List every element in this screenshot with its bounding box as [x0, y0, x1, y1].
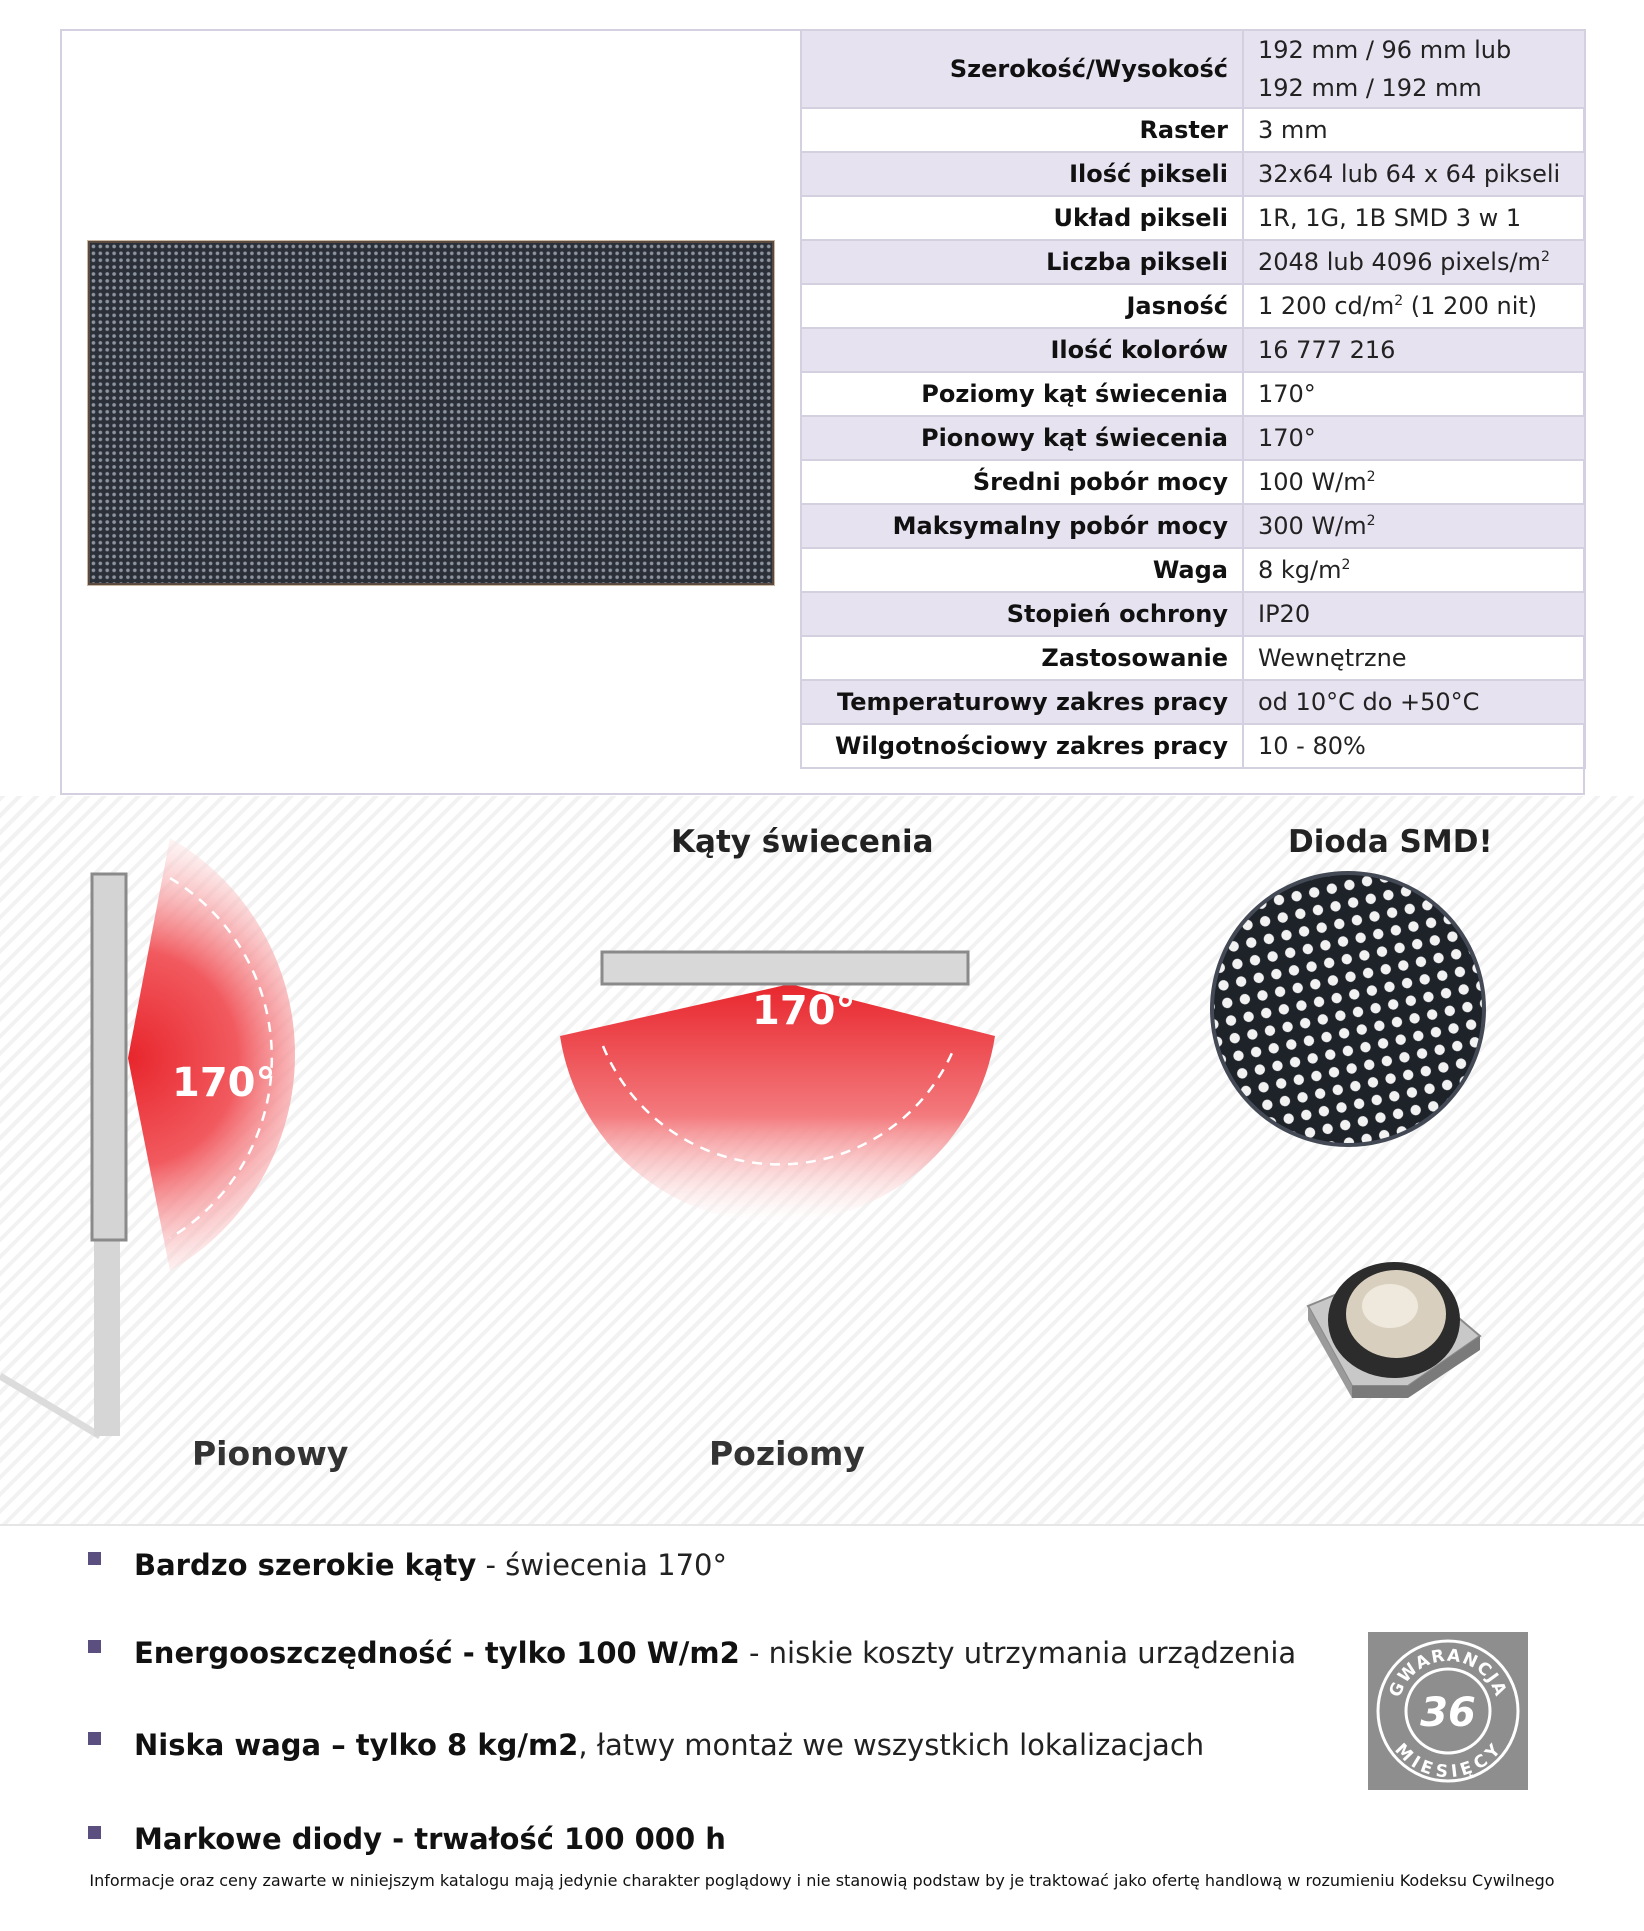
spec-value-sup: 2 — [1394, 293, 1404, 309]
spec-row — [801, 592, 1585, 636]
screen-top-view — [602, 952, 968, 984]
spec-row — [801, 30, 1585, 108]
spec-value — [1243, 152, 1585, 196]
spec-value-text: Wewnętrzne — [1258, 644, 1407, 672]
spec-value-text: 300 W/m — [1258, 512, 1367, 540]
spec-label: Ilość kolorów — [801, 328, 1243, 372]
spec-row — [801, 548, 1585, 592]
spec-label: Średni pobór mocy — [801, 460, 1243, 504]
spec-label: Wilgotnościowy zakres pracy — [801, 724, 1243, 768]
vertical-caption: Pionowy — [192, 1434, 349, 1473]
spec-value-text: 16 777 216 — [1258, 336, 1396, 364]
spec-value-text: IP20 — [1258, 600, 1311, 628]
svg-text:MIESIĘCY — [1390, 1740, 1505, 1783]
warranty-number: 36 — [1420, 1690, 1476, 1736]
spec-value-sup: 2 — [1366, 469, 1376, 485]
spec-row — [801, 372, 1585, 416]
spec-label: Pionowy kąt świecenia — [801, 416, 1243, 460]
spec-value-text: od 10°C do +50°C — [1258, 688, 1480, 716]
spec-label: Ilość pikseli — [801, 152, 1243, 196]
horizontal-angle-label: 170° — [752, 988, 856, 1034]
spec-value-text: 170° — [1258, 424, 1316, 452]
led-module-photo — [88, 241, 774, 585]
spec-value-sup: 2 — [1341, 557, 1351, 573]
spec-label: Poziomy kąt świecenia — [801, 372, 1243, 416]
spec-value — [1243, 548, 1585, 592]
smd-heading: Dioda SMD! — [1288, 824, 1493, 860]
spec-label: Szerokość/Wysokość — [801, 30, 1243, 108]
viewing-angles-section — [0, 796, 1644, 1526]
horizontal-angle-diagram — [540, 936, 1040, 1236]
bullet-rest: , łatwy montaż we wszystkich lokalizacjach — [578, 1728, 1205, 1762]
spec-value-text: 1R, 1G, 1B SMD 3 w 1 — [1258, 204, 1522, 232]
spec-row — [801, 240, 1585, 284]
angles-heading: Kąty świecenia — [671, 824, 934, 860]
spec-label: Temperaturowy zakres pracy — [801, 680, 1243, 724]
spec-value — [1243, 284, 1585, 328]
screen-side-view — [92, 874, 126, 1240]
vertical-angle-diagram — [0, 796, 460, 1524]
spec-value-text: 170° — [1258, 380, 1316, 408]
spec-value — [1243, 416, 1585, 460]
bullet-bold: Energooszczędność - tylko 100 W/m2 — [134, 1636, 740, 1670]
bullet-marker — [88, 1826, 101, 1839]
spec-value-text: 2048 lub 4096 pixels/m — [1258, 248, 1541, 276]
bullet-rest: - świecenia 170° — [476, 1548, 727, 1582]
spec-value — [1243, 372, 1585, 416]
warranty-badge — [1368, 1632, 1528, 1790]
bullet-marker — [88, 1640, 101, 1653]
spec-label: Zastosowanie — [801, 636, 1243, 680]
bullet-marker — [88, 1732, 101, 1745]
spec-value-sup: 2 — [1540, 249, 1550, 265]
spec-row — [801, 504, 1585, 548]
horizontal-caption: Poziomy — [709, 1434, 865, 1473]
smd-matrix-closeup — [1208, 869, 1498, 1159]
spec-label: Maksymalny pobór mocy — [801, 504, 1243, 548]
spec-row — [801, 196, 1585, 240]
bullet-rest: - niskie koszty utrzymania urządzenia — [739, 1636, 1297, 1670]
bullet-marker — [88, 1552, 101, 1565]
bullet-bold: Bardzo szerokie kąty — [134, 1548, 477, 1582]
spec-label: Układ pikseli — [801, 196, 1243, 240]
spec-row — [801, 680, 1585, 724]
spec-row — [801, 284, 1585, 328]
spec-value — [1243, 30, 1585, 108]
spec-value — [1243, 724, 1585, 768]
spec-value — [1243, 328, 1585, 372]
spec-value-text: 192 mm / 192 mm — [1258, 74, 1482, 102]
spec-value-text: 32x64 lub 64 x 64 pikseli — [1258, 160, 1561, 188]
bullet-bold: Markowe diody - trwałość 100 000 h — [134, 1822, 726, 1856]
spec-row — [801, 152, 1585, 196]
spec-value — [1243, 680, 1585, 724]
spec-value — [1243, 108, 1585, 152]
spec-value-text: 8 kg/m — [1258, 556, 1342, 584]
spec-label: Waga — [801, 548, 1243, 592]
spec-value — [1243, 196, 1585, 240]
spec-row — [801, 724, 1585, 768]
spec-value — [1243, 592, 1585, 636]
spec-value-text: 1 200 cd/m — [1258, 292, 1395, 320]
spec-value — [1243, 460, 1585, 504]
spec-row — [801, 416, 1585, 460]
bullet-bold: Niska waga – tylko 8 kg/m2 — [134, 1728, 579, 1762]
spec-value — [1243, 240, 1585, 284]
spec-value-text: 10 - 80% — [1258, 732, 1366, 760]
spec-value-text: 192 mm / 96 mm lub — [1258, 36, 1512, 64]
spec-row — [801, 460, 1585, 504]
spec-value-sup: 2 — [1366, 513, 1376, 529]
smd-diode-photo — [1290, 1246, 1490, 1446]
spec-label: Jasność — [801, 284, 1243, 328]
warranty-top-text: GWARANCJA — [1385, 1645, 1511, 1701]
spec-label: Liczba pikseli — [801, 240, 1243, 284]
spec-value-text: 100 W/m — [1258, 468, 1367, 496]
spec-row — [801, 328, 1585, 372]
spec-value-suffix: (1 200 nit) — [1403, 292, 1538, 320]
spec-row — [801, 636, 1585, 680]
spec-label: Raster — [801, 108, 1243, 152]
spec-value — [1243, 504, 1585, 548]
spec-table — [800, 29, 1586, 769]
disclaimer: Informacje oraz ceny zawarte w niniejszym katalogu mają jedynie charakter poglądowy i nie stanowią podstaw by je traktować jako ofertę handlową w rozumieniu Kodeksu Cywilnego — [89, 1871, 1555, 1890]
spec-label: Stopień ochrony — [801, 592, 1243, 636]
spec-row — [801, 108, 1585, 152]
spec-value-text: 3 mm — [1258, 116, 1328, 144]
warranty-bottom-text: MIESIĘCY — [1390, 1739, 1506, 1783]
spec-value — [1243, 636, 1585, 680]
floor-line — [0, 1376, 100, 1436]
vertical-angle-label: 170° — [172, 1060, 276, 1106]
warranty-seal-icon — [1368, 1632, 1528, 1790]
